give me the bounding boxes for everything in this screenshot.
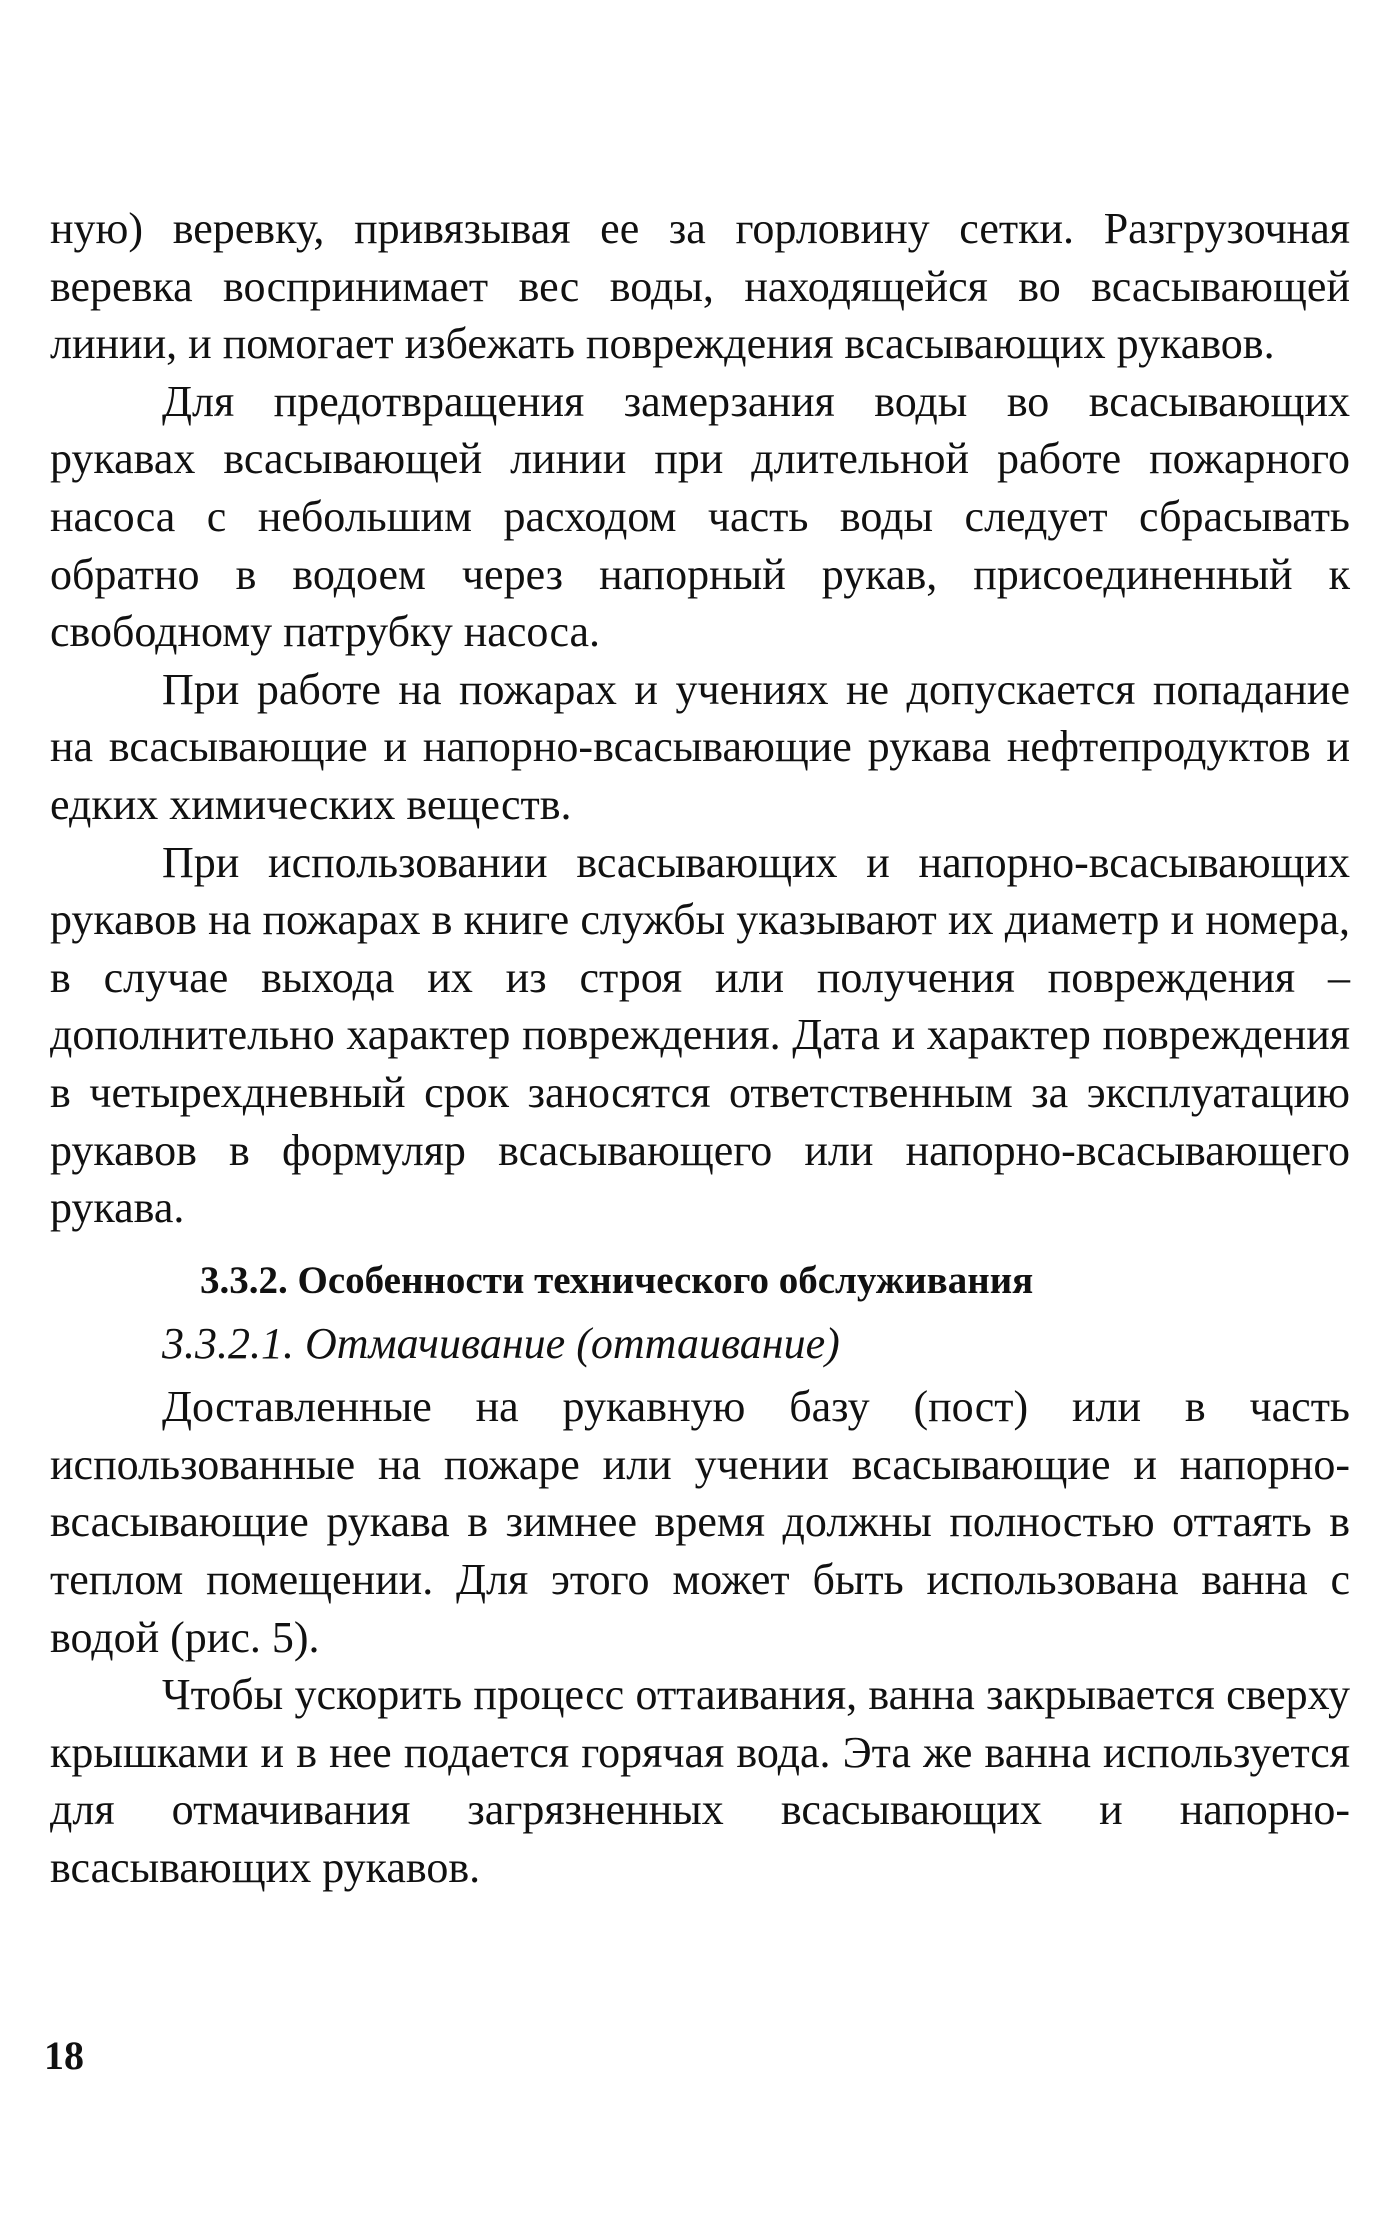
page-number: 18 — [44, 2033, 84, 2078]
section-heading: 3.3.2. Особенности технического обслуживания — [200, 1258, 1034, 1302]
subsection-heading: 3.3.2.1. Отмачивание (оттаивание) — [162, 1318, 840, 1368]
paragraph-service-book: При использовании всасывающих и напорно-всасывающих рукавов на пожарах в книге службы указывают их диаметр и номера, в случае выхода их из строя или получения повреждения – дополнительно характер повреждения. Дата и характер повреждения в четырехдневный срок заносятся ответственным за эксплуатацию рукавов в формуляр всасывающего или напорно-всасывающего рукава. — [50, 837, 1350, 1233]
page-body — [50, 200, 1350, 1897]
paragraph-chemicals: При работе на пожарах и учениях не допускается попадание на всасывающие и напорно-всасывающие рукава нефтепродуктов и едких химических веществ. — [50, 664, 1350, 829]
paragraph-continued-rope: ную) веревку, привязывая ее за горловину сетки. Разгрузочная веревка воспринимает вес воды, находящейся во всасывающей линии, и помогает избежать повреждения всасывающих рукавов. — [50, 204, 1350, 369]
paragraph-thawing: Доставленные на рукавную базу (пост) или в часть использованные на пожаре или учении всасывающие и напорно-всасывающие рукава в зимнее время должны полностью оттаять в теплом помещении. Для этого может быть использована ванна с водой (рис. 5). — [50, 1382, 1350, 1662]
paragraph-freezing-prevention: Для предотвращения замерзания воды во всасывающих рукавах всасывающей линии при длительной работе пожарного насоса с небольшим расходом часть воды следует сбрасывать обратно в водоем через напорный рукав, присоединенный к свободному патрубку насоса. — [50, 376, 1350, 657]
paragraph-bath: Чтобы ускорить процесс оттаивания, ванна закрывается сверху крышками и в нее подается горячая вода. Эта же ванна используется для отмачивания загрязненных всасывающих и напорно-всасывающих рукавов. — [50, 1670, 1350, 1893]
